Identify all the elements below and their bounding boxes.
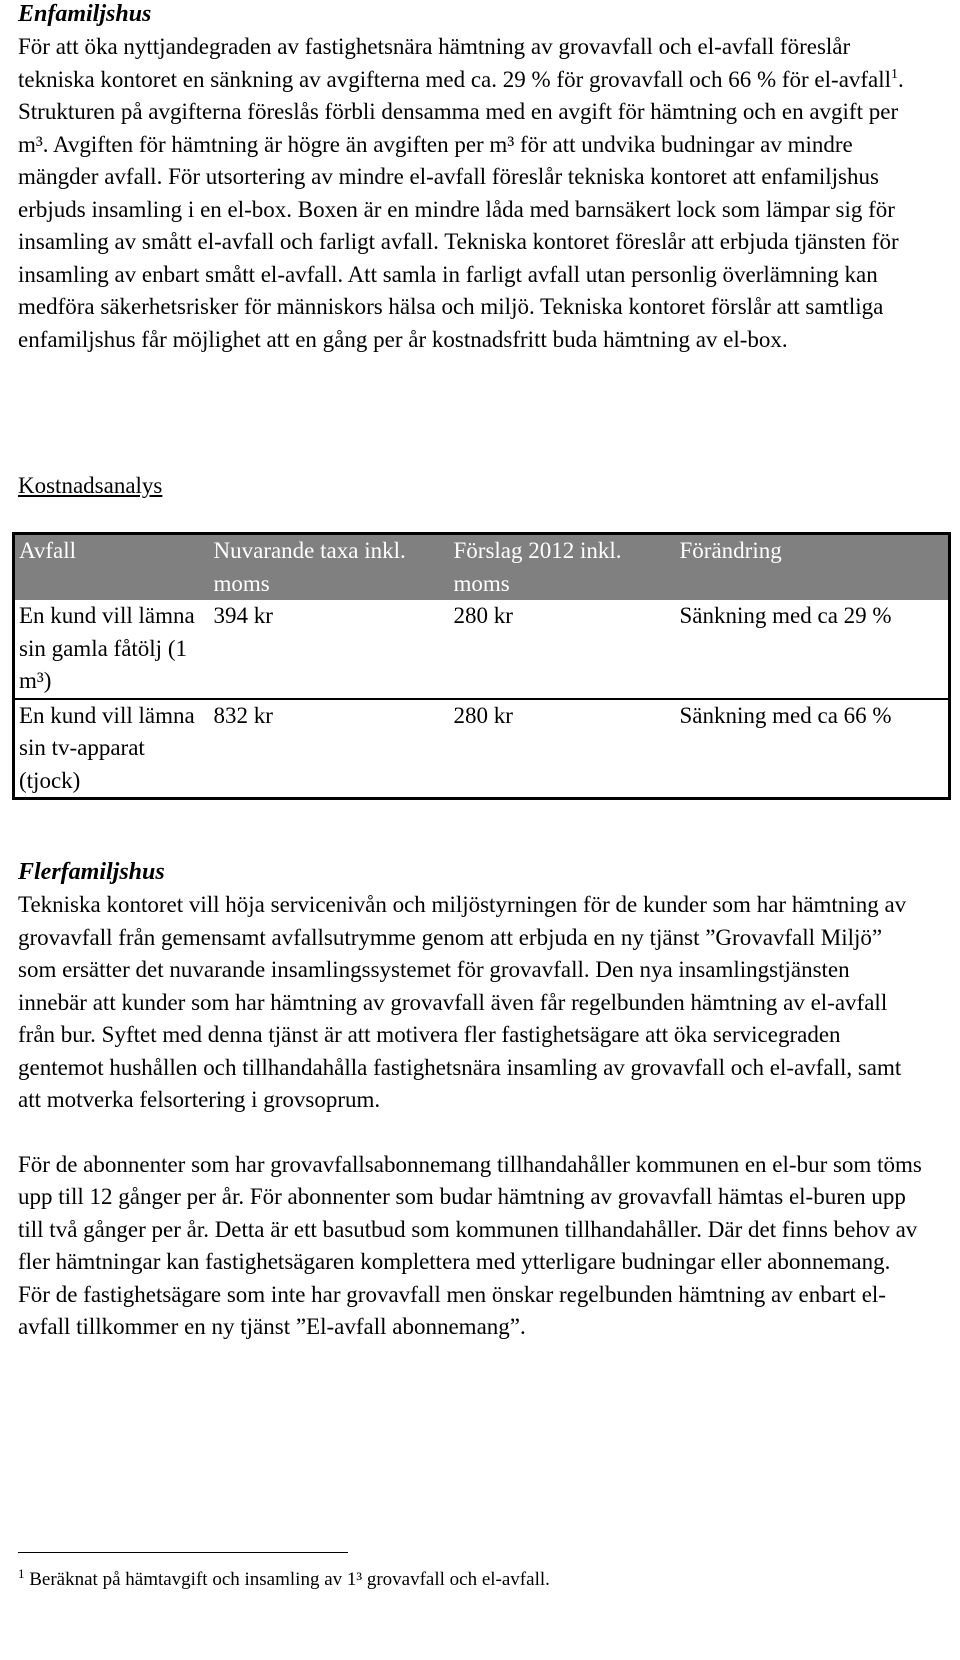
- footnote-marker: 1: [18, 1566, 25, 1581]
- paragraph-text-end: . Strukturen på avgifterna föreslås förbli densamma med en avgift för hämtning och en avgift per m³. Avgiften för hämtning är högre än avgiften per m³ för att undvika budningar av mindre mängder avfall. För utsortering av mindre el-avfall föreslår tekniska kontoret att enfamiljshus erbjuds insamling i en el-box. Boxen är en mindre låda med barnsäkert lock som lämpar sig för insamling av smått el-avfall och farligt avfall. Tekniska kontoret föreslår att erbjuda tjänsten för insamling av enbart smått el-avfall. Att samla in farligt avfall utan personlig överlämning kan medföra säkerhetsrisker för människors hälsa och miljö. Tekniska kontoret förslår att samtliga enfamiljshus får möjlighet att en gång per år kostnadsfritt buda hämtning av el-box.: [18, 66, 904, 352]
- paragraph-flerfamiljshus-1: Tekniska kontoret vill höja servicenivån och miljöstyrningen för de kunder som har hämtning av grovavfall från gemensamt avfallsutrymme genom att erbjuda en ny tjänst ”Grovavfall Miljö” som ersätter det nuvarande insamlingssystemet för grovavfall. Den nya insamlingstjänsten innebär att kunder som har hämtning av grovavfall även får regelbunden hämtning av el-avfall från bur. Syftet med denna tjänst är att motivera fler fastighetsägare att öka servicegraden gentemot hushållen och tillhandahålla fastighetsnära insamling av grovavfall och el-avfall, samt att motverka felsortering i grovsoprum.: [18, 892, 907, 1112]
- section-heading-kostnadsanalys: Kostnadsanalys: [18, 473, 163, 498]
- table-header-row: [14, 534, 950, 601]
- table-cell: 832 kr: [210, 699, 450, 799]
- paragraph-flerfamiljshus-2: För de abonnenter som har grovavfallsabonnemang tillhandahåller kommunen en el-bur som töms upp till 12 gånger per år. För abonnenter som budar hämtning av grovavfall hämtas el-buren upp till två gånger per år. Detta är ett basutbud som kommunen tillhandahåller. Där det finns behov av fler hämtningar kan fastighetsägaren komplettera med ytterligare budningar eller abonnemang. För de fastighetsägare som inte har grovavfall men önskar regelbunden hämtning av enbart el-avfall tillkommer en ny tjänst ”El-avfall abonnemang”.: [18, 1151, 922, 1339]
- paragraph-enfamiljshus: [18, 31, 923, 356]
- section-flerfamiljshus: [18, 856, 938, 1344]
- table-cell: En kund vill lämna sin tv-apparat (tjock): [14, 699, 210, 799]
- table-row: [14, 699, 950, 799]
- column-header-nuvarande-taxa: Nuvarande taxa inkl. moms: [210, 534, 450, 601]
- paragraph-text-start: För att öka nyttjandegraden av fastighetsnära hämtning av grovavfall och el-avfall föreslår tekniska kontoret en sänkning av avgifterna med ca. 29 % för grovavfall och 66 % för el-avfall: [18, 34, 892, 92]
- column-header-avfall: Avfall: [14, 534, 210, 601]
- table-row: [14, 600, 950, 699]
- footnote-text: Beräknat på hämtavgift och insamling av 1³ grovavfall och el-avfall.: [24, 1569, 550, 1590]
- column-header-forslag-2012: Förslag 2012 inkl. moms: [450, 534, 676, 601]
- cost-table: [12, 532, 951, 800]
- table-cell: 280 kr: [450, 699, 676, 799]
- table-cell: 394 kr: [213, 603, 273, 628]
- table-cell: En kund vill lämna sin gamla fåtölj (1 m³): [19, 603, 195, 693]
- section-heading-enfamiljshus: Enfamiljshus: [18, 1, 152, 27]
- section-enfamiljshus: [18, 0, 938, 356]
- footnote: [18, 1568, 550, 1592]
- cost-table-wrapper: [12, 532, 951, 800]
- footnote-reference: 1: [891, 66, 899, 82]
- table-cell: Sänkning med ca 29 %: [679, 603, 892, 628]
- footnote-separator: [18, 1552, 348, 1553]
- section-heading-flerfamiljshus: Flerfamiljshus: [18, 859, 165, 885]
- column-header-forandring: Förändring: [676, 534, 950, 601]
- table-cell: Sänkning med ca 66 %: [676, 699, 950, 799]
- table-cell: 280 kr: [453, 603, 513, 628]
